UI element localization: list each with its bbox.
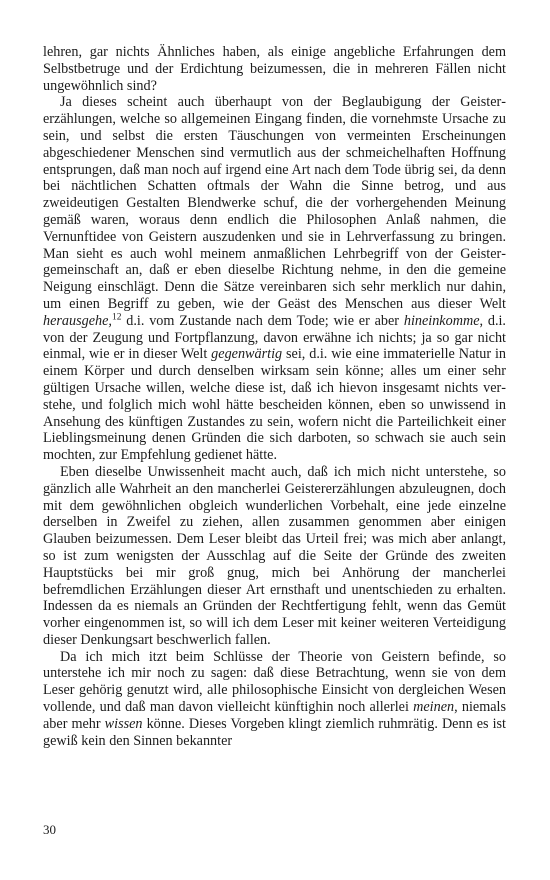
- text-run: Eben dieselbe Unwissenheit macht auch, daß ich mich nicht unterstehe, so gänzlich alle Wahrheit an den mancherlei Geistererzählungen abzuleugnen, doch mit dem gewöhnlichen obgleich wunderlichen Vorbehalt, eine jede einzelne derselben in Zweifel zu ziehen, allen zusammen genommen aber einigen Glauben beizumessen. Dem Leser bleibt das Urteil frei; was mich aber anlangt, so ist zum wenigsten der Ausschlag auf die Seite der Gründe des zweiten Hauptstücks bei mir groß gnug, mich bei Anhörung der mancherlei befremdlichen Erzählungen dieser Art ernsthaft und unentschieden zu erhalten. Indessen da es niemals an Gründen der Rechtfertigung fehlt, wenn das Gemüt vorher eingenommen ist, so will ich dem Leser mit keiner weiteren Verteidigung dieser Denkungsart beschwerlich fallen.: [43, 463, 506, 648]
- emphasized-text: wissen: [104, 715, 143, 732]
- emphasized-text: meinen: [413, 699, 455, 716]
- text-run: Ja dieses scheint auch überhaupt von der Beglaubigung der Geistererzählungen, welche so allgemeinen Eingang finden, die vornehmste Ursache zu sein, und selbst die ersten Täuschungen von vermeinten Erscheinungen abgeschiedener Menschen sind vermutlich aus der schmeichelhaften Hoffnung entsprungen, daß man noch auf irgend eine Art nach dem Tode übrig sei, da denn bei nächtlichen Schatten oftmals der Wahn die Sinne betrog, und aus zweideutigen Gestalten Blendwerke schuf, die der vorhergehenden Meinung gemäß waren, woraus denn endlich die Philosophen Anlaß nahmen, die Vernunftidee von Geistern auszudenken und sie in Lehrverfassung zu bringen. Man sieht es auch wohl meinem anmaßlichen Lehrbegriff von der Geistergemeinschaft an, daß er eben dieselbe Richtung nehme, in den die gemeine Neigung einschlägt. Denn die Sätze vereinbaren sich sehr merklich nur dahin, um einen Begriff zu geben, wie der Geäst des Menschen aus dieser Welt: [43, 94, 506, 312]
- emphasized-text: hineinkomme: [403, 312, 480, 329]
- paragraph-3: [43, 464, 506, 649]
- emphasized-text: gegenwärtig: [211, 346, 283, 363]
- text-run: könne. Dieses Vorgeben klingt ziemlich ruhmrätig. Denn es ist gewiß kein den Sinnen bekannter: [43, 715, 506, 749]
- page-body: [43, 44, 506, 749]
- text-run: , d.i. von der Zeugung und Fortpflanzung, davon erwähne ich nichts; ja so gar nicht einmal, wie er in dieser Welt: [43, 312, 506, 363]
- footnote-marker: 12: [111, 312, 122, 323]
- text-run: Da ich mich itzt beim Schlüsse der Theorie von Geistern befinde, so unterstehe ich mir noch zu sagen: daß diese Betrachtung, wenn sie von dem Leser gehörig genutzt wird, alle philosophische Einsicht von dergleichen Wesen vollende, und daß man davon vielleicht künftighin noch allerlei: [43, 648, 506, 716]
- paragraph-2: [43, 94, 506, 464]
- page-number: 30: [43, 822, 56, 837]
- text-run: sei, d.i. wie eine immaterielle Natur in einem Körper und durch denselben wirksam sein könne; alles um einer sehr gültigen Ursache willen, welche diese ist, daß ich hievon insgesamt nichts verstehe, und folglich mich wohl hätte bescheiden können, eben so unwissend in Ansehung des künftigen Zustandes zu sein, wofern nicht die Parteilichkeit einer Lieblingsmeinung denen Gründen die sich darboten, so schwach sie auch sein mochten, zur Empfehlung gedienet hätte.: [43, 346, 507, 464]
- emphasized-text: herausgehe,: [43, 312, 112, 329]
- paragraph-4: [43, 649, 506, 750]
- text-run: lehren, gar nichts Ähnliches haben, als einige angebliche Erfahrungen dem Selbstbetruge und der Erdichtung beizumessen, die in mehreren Fällen nicht ungewöhnlich sind?: [43, 44, 506, 94]
- paragraph-1: [43, 44, 506, 94]
- text-run: d.i. vom Zustande nach dem Tode; wie er aber: [121, 312, 404, 329]
- text-run: , niemals aber mehr: [43, 699, 506, 732]
